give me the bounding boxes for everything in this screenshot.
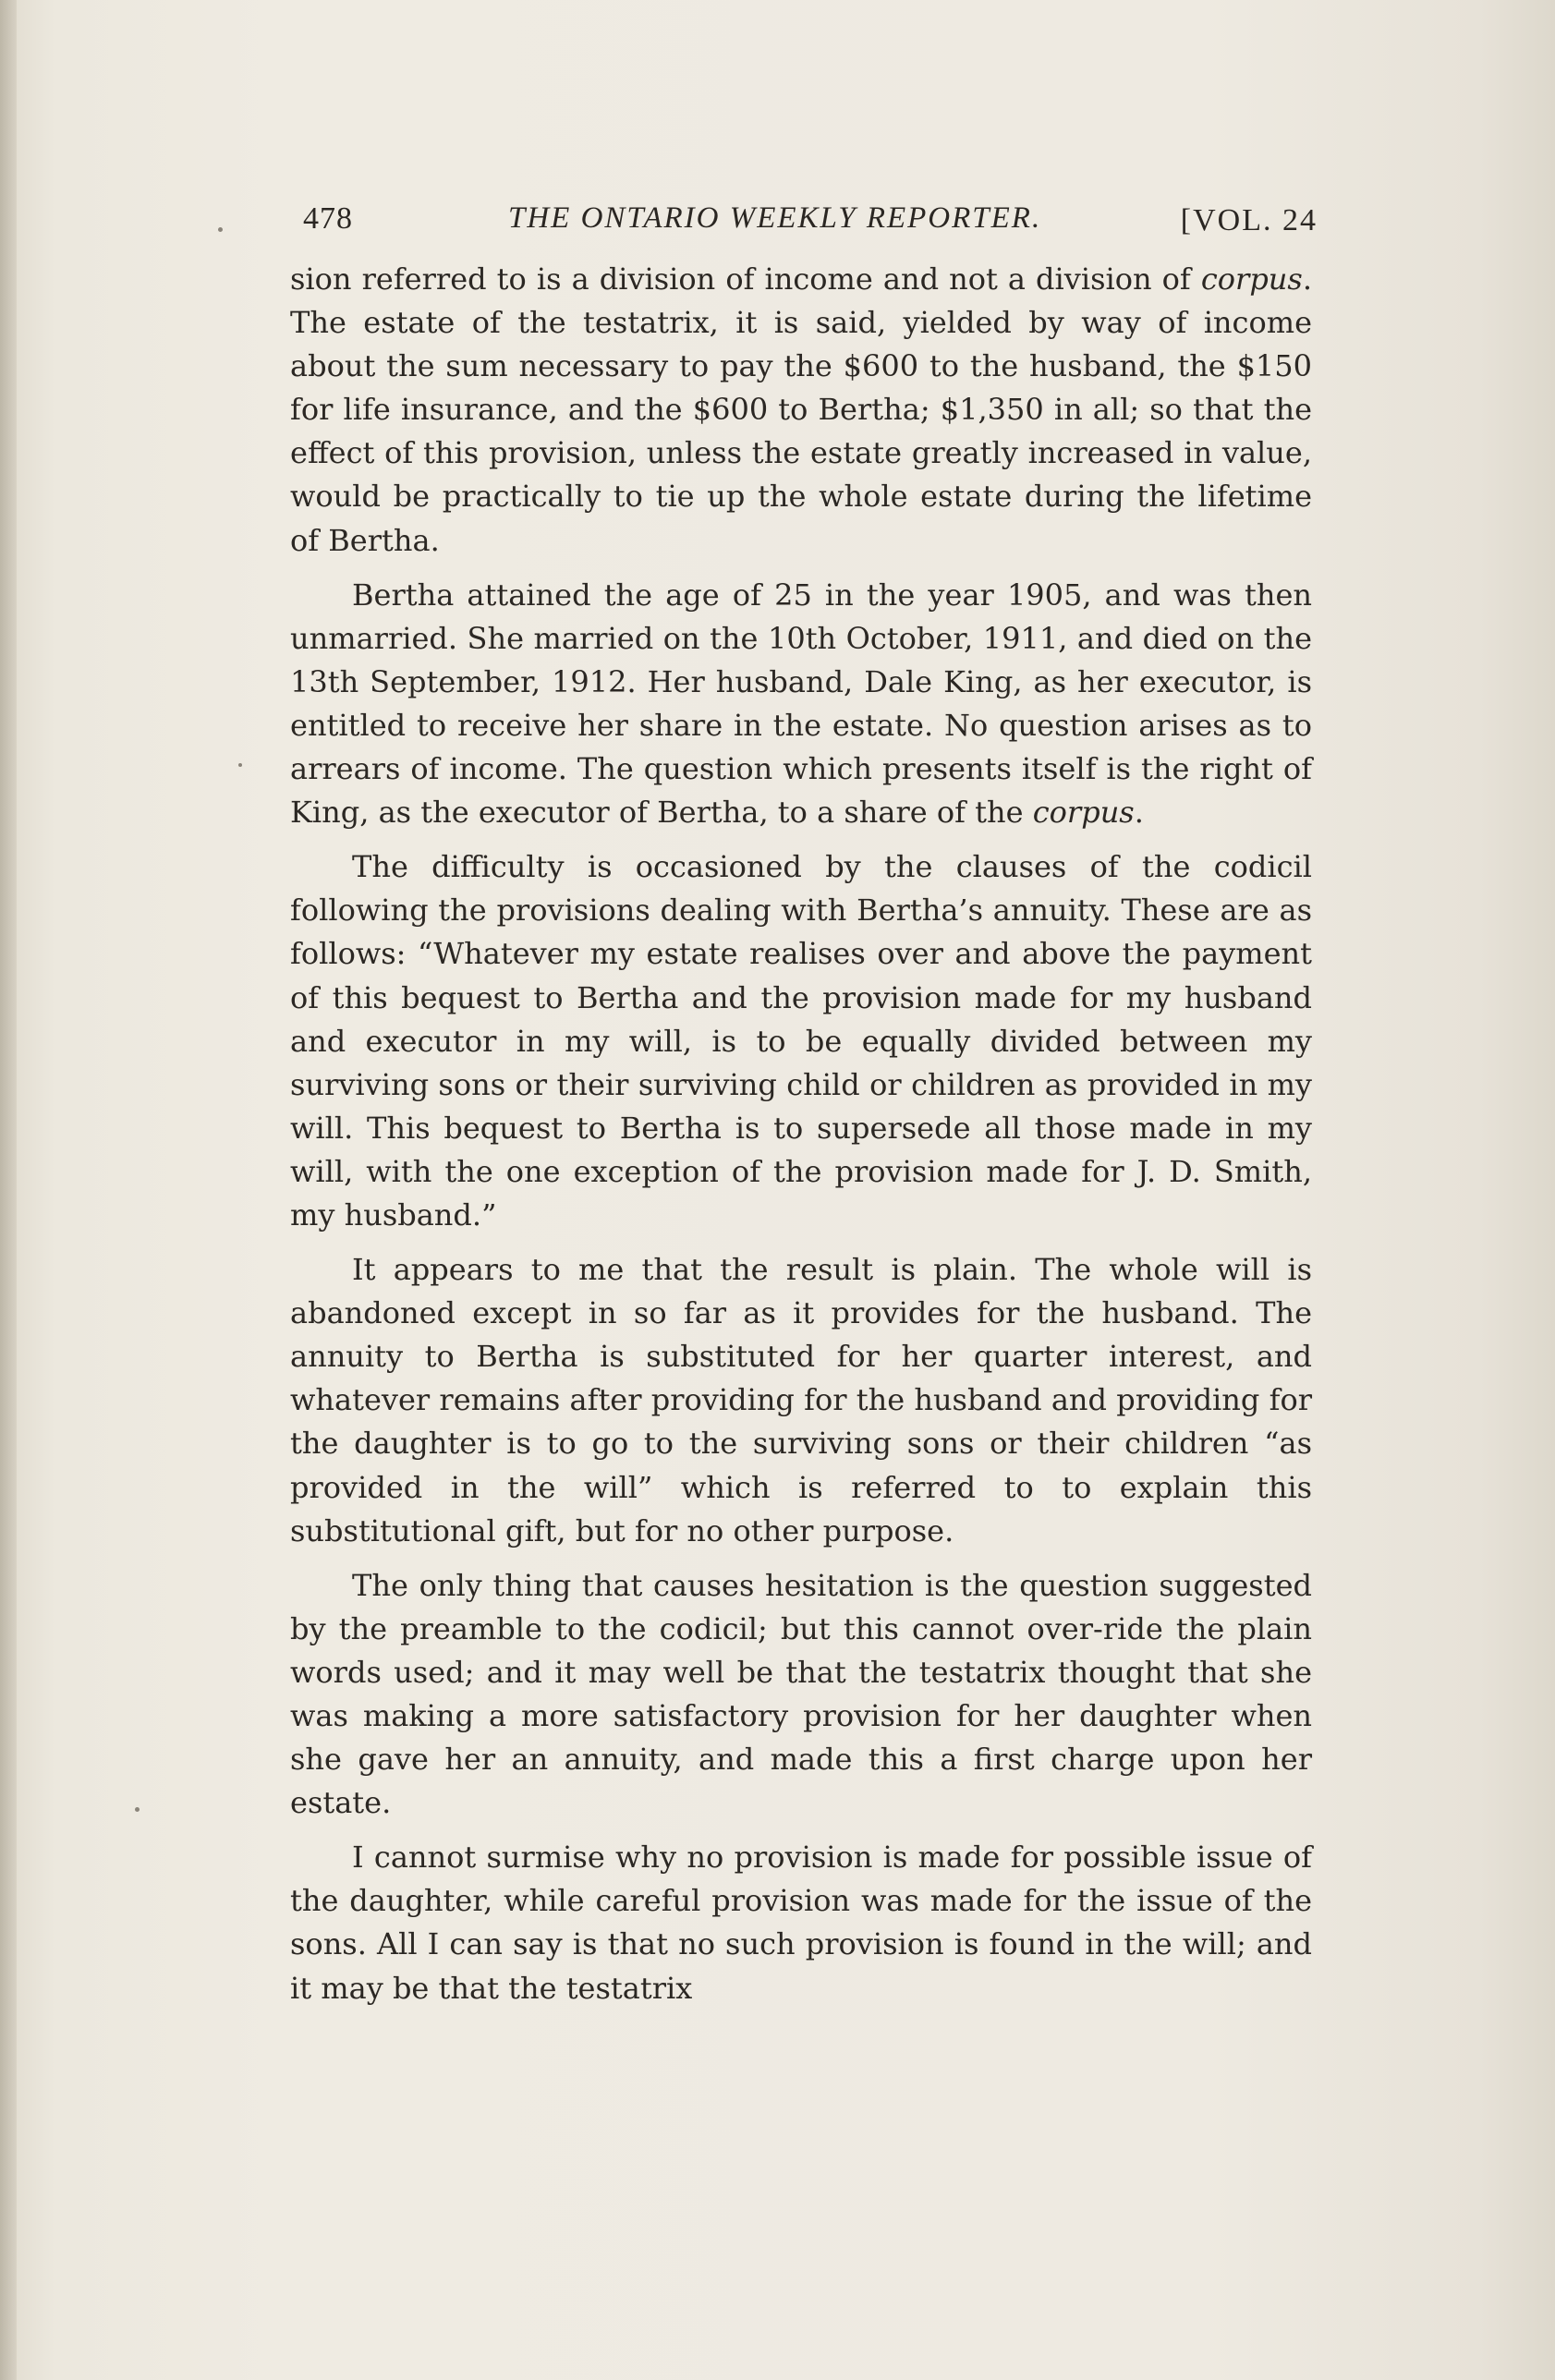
volume-label: [VOL. 24 [1180,203,1318,237]
page-header [303,192,1318,248]
paper-speck [218,227,223,232]
paragraph: It appears to me that the result is plain. The whole will is abandoned except in so far as it provides for the husband. The annuity to Bertha is substituted for her quarter interest, and whatever remains after providing for the husband and providing for the daughter is to go to the surviving sons or their children “as provided in the will” which is referred to to explain this substitutional gift, but for no other purpose. [290,1252,1312,1548]
paragraph: The difficulty is occasioned by the clauses of the codicil following the provisions dealing with Bertha’s annuity. These are as follows: “Whatever my estate realises over and above the payment of this bequest to Bertha and the provision made for my husband and executor in my will, is to be equally divided between my surviving sons or their surviving child or children as provided in my will. This bequest to Bertha is to supersede all those made in my will, with the one exception of the provision made for J. D. Smith, my husband.” [290,849,1312,1232]
paragraph: The only thing that causes hesitation is the question suggested by the preamble to the codicil; but this cannot over-ride the plain words used; and it may well be that the testatrix thought that she was making a more satisfactory provision for her daughter when she gave her an annuity, and made this a first charge upon her estate. [290,1567,1312,1821]
page-gutter [0,0,17,2380]
body-text [290,258,1312,2022]
paper-speck [238,763,242,767]
paragraph: Bertha attained the age of 25 in the year 1905, and was then unmarried. She married on the 10th October, 1911, and died on the 13th September, 1912. Her husband, Dale King, as her executor, is entitled to receive her share in the estate. No question arises as to arrears of income. The question which presents itself is the right of King, as the executor of Bertha, to a share of the corpus. [290,577,1312,831]
page-number: 478 [303,201,353,236]
running-title: THE ONTARIO WEEKLY REPORTER. [508,201,1042,235]
paragraph: I cannot surmise why no provision is made for possible issue of the daughter, while careful provision was made for the issue of the sons. All I can say is that no such provision is found in the will; and it may be that the testatrix [290,1840,1312,2006]
paper-speck [135,1807,140,1812]
paragraph: sion referred to is a division of income and not a division of corpus. The estate of the testatrix, it is said, yielded by way of income about the sum necessary to pay the $600 to the husband, the $150 for life insurance, and the $600 to Bertha; $1,350 in all; so that the effect of this provision, unless the estate greatly increased in value, would be practically to tie up the whole estate during the lifetime of Bertha. [290,261,1312,558]
